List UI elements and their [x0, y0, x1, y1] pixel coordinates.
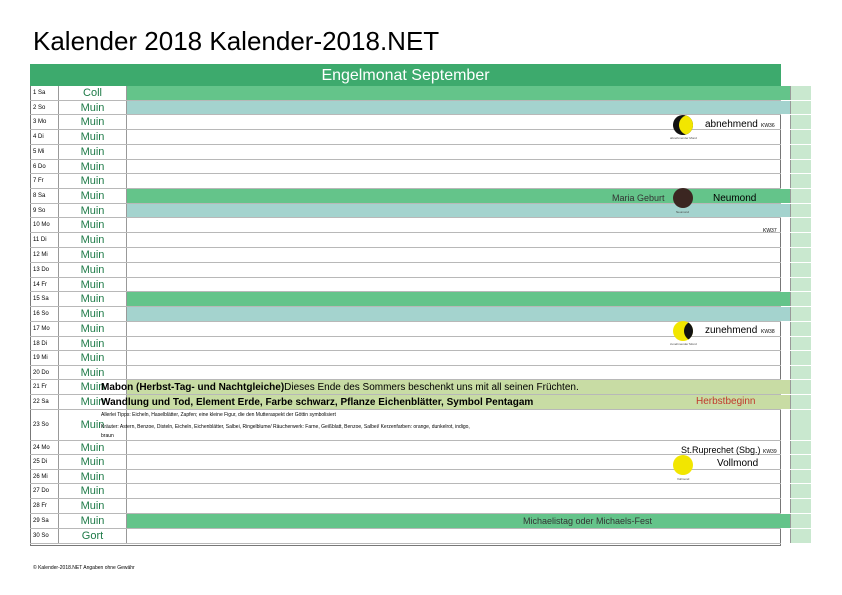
abnehmend-caption: abnehmender Mond: [670, 136, 697, 140]
day-label: 26 Mi: [30, 470, 59, 483]
day-row: [30, 484, 781, 499]
moon-name: Muin: [59, 204, 127, 217]
michaelistag-label: Michaelistag oder Michaels-Fest: [523, 516, 653, 526]
day-band: [127, 101, 790, 114]
moon-name: Muin: [59, 395, 127, 409]
day-label: 24 Mo: [30, 441, 59, 454]
day-row: [30, 351, 781, 366]
day-label: 25 Di: [30, 455, 59, 469]
side-column: [790, 441, 811, 454]
zunehmend-label: zunehmend: [705, 325, 758, 336]
day-row: [30, 441, 781, 455]
day-band: [127, 292, 790, 306]
side-column: [790, 233, 811, 247]
day-row: [30, 115, 781, 130]
day-band: [127, 248, 790, 262]
kw36-label: KW36: [761, 123, 775, 129]
new-moon-icon: [673, 188, 693, 208]
moon-name: Muin: [59, 248, 127, 262]
moon-name: Muin: [59, 174, 127, 188]
footer-copyright: © Kalender-2018.NET Angaben ohne Gewähr: [33, 565, 135, 571]
side-column: [790, 395, 811, 409]
moon-name: Muin: [59, 218, 127, 232]
day-row: [30, 145, 781, 160]
moon-name: Muin: [59, 322, 127, 336]
vollmond-caption: Vollmond: [677, 477, 690, 481]
moon-name: Muin: [59, 189, 127, 203]
day-row: [30, 130, 781, 145]
moon-name: Muin: [59, 484, 127, 498]
moon-name: Muin: [59, 233, 127, 247]
day-row: [30, 204, 781, 218]
day-label: 7 Fr: [30, 174, 59, 188]
day-label: 22 Sa: [30, 395, 59, 409]
day-row: [30, 233, 781, 248]
day-band: [127, 307, 790, 321]
mabon-line-2: Wandlung und Tod, Element Erde, Farbe schwarz, Pflanze Eichenblätter, Symbol Pentagam: [101, 397, 534, 408]
side-column: [790, 263, 811, 277]
day-row: [30, 499, 781, 514]
day-label: 15 Sa: [30, 292, 59, 306]
day-band: [127, 145, 790, 159]
day-row: [30, 292, 781, 307]
side-column: [790, 145, 811, 159]
day-label: 23 So: [30, 410, 59, 440]
side-column: [790, 248, 811, 262]
neumond-caption: Neumond: [676, 210, 690, 214]
abnehmend-label: abnehmend: [705, 119, 758, 130]
day-label: 5 Mi: [30, 145, 59, 159]
side-column: [790, 86, 811, 100]
maria-geburt-label: Maria Geburt: [612, 193, 665, 203]
day-label: 19 Mi: [30, 351, 59, 365]
side-column: [790, 351, 811, 365]
day-band: [127, 86, 790, 100]
day-label: 8 Sa: [30, 189, 59, 203]
side-column: [790, 101, 811, 114]
moon-name: Muin: [59, 455, 127, 469]
moon-name: Muin: [59, 366, 127, 379]
day-label: 2 So: [30, 101, 59, 114]
kw39-label: KW39: [763, 449, 777, 455]
side-column: [790, 410, 811, 440]
day-row: [30, 218, 781, 233]
side-column: [790, 174, 811, 188]
mabon-line-1: [101, 382, 579, 393]
day-label: 14 Fr: [30, 278, 59, 291]
side-column: [790, 115, 811, 129]
moon-name: Muin: [59, 470, 127, 483]
day-label: 6 Do: [30, 160, 59, 173]
day-row: [30, 160, 781, 174]
day-row: [30, 263, 781, 278]
moon-name: Muin: [59, 145, 127, 159]
day-band: [127, 514, 790, 528]
day-label: 18 Di: [30, 337, 59, 350]
moon-name: Muin: [59, 337, 127, 350]
moon-name: Muin: [59, 514, 127, 528]
day-band: [127, 484, 790, 498]
side-column: [790, 160, 811, 173]
side-column: [790, 322, 811, 336]
side-column: [790, 484, 811, 498]
day-label: 16 So: [30, 307, 59, 321]
side-column: [790, 307, 811, 321]
day-row: [30, 514, 781, 529]
neumond-label: Neumond: [713, 193, 757, 204]
kerzenfarben-continued: braun: [101, 433, 114, 439]
side-column: [790, 189, 811, 203]
moon-name: Muin: [59, 115, 127, 129]
day-label: 10 Mo: [30, 218, 59, 232]
full-moon-icon: [673, 455, 693, 475]
day-band: [127, 529, 790, 543]
day-label: 29 Sa: [30, 514, 59, 528]
day-row: [30, 337, 781, 351]
waning-moon-icon: [673, 115, 693, 135]
allerlei-tipps: Allerlei Tipps: Eicheln, Haselblätter, Zapfen; eine kleine Figur, die den Mutteraspekt der Göttin symbolisiert: [101, 412, 336, 418]
day-row: [30, 174, 781, 189]
day-label: 3 Mo: [30, 115, 59, 129]
mabon-description: Dieses Ende des Sommers beschenkt uns mit all seinen Früchten.: [284, 382, 579, 393]
moon-name: Muin: [59, 499, 127, 513]
day-row: [30, 529, 781, 544]
day-row: [30, 307, 781, 322]
side-column: [790, 455, 811, 469]
day-band: [127, 174, 790, 188]
moon-name: Muin: [59, 410, 127, 440]
day-label: 28 Fr: [30, 499, 59, 513]
day-band: [127, 366, 790, 379]
moon-name: Muin: [59, 380, 127, 394]
herbstbeginn-label: Herbstbeginn: [696, 396, 756, 407]
side-column: [790, 470, 811, 483]
kraeuter-text: Kräuter: Astern, Benzoe, Disteln, Eicheln, Eichenblätter, Salbei, Ringelblume/ Räucherwerk: Farne, Geißblatt, Benzoe, Salbei/ Kerzenfarben: orange, dunkelrot, indigo,: [101, 424, 470, 430]
zunehmend-caption: zunehmender Mond: [670, 342, 697, 346]
side-column: [790, 204, 811, 217]
day-row: [30, 322, 781, 337]
day-label: 20 Do: [30, 366, 59, 379]
moon-name: Muin: [59, 441, 127, 454]
side-column: [790, 292, 811, 306]
side-column: [790, 337, 811, 350]
day-band: [127, 233, 790, 247]
moon-name: Muin: [59, 351, 127, 365]
day-row: [30, 189, 781, 204]
day-band: [127, 499, 790, 513]
side-column: [790, 380, 811, 394]
side-column: [790, 278, 811, 291]
day-band: [127, 278, 790, 291]
mabon-title: Mabon (Herbst-Tag- und Nachtgleiche): [101, 382, 285, 393]
moon-name: Muin: [59, 130, 127, 144]
day-row: [30, 248, 781, 263]
day-band: [127, 218, 790, 232]
side-column: [790, 529, 811, 543]
vollmond-label: Vollmond: [717, 458, 759, 469]
day-label: 21 Fr: [30, 380, 59, 394]
day-label: 13 Do: [30, 263, 59, 277]
moon-name: Muin: [59, 292, 127, 306]
side-column: [790, 130, 811, 144]
day-row: [30, 86, 781, 101]
st-ruprecht-label: St.Ruprechet (Sbg.): [681, 445, 761, 455]
day-label: 11 Di: [30, 233, 59, 247]
moon-name: Gort: [59, 529, 127, 543]
side-column: [790, 514, 811, 528]
moon-name: Muin: [59, 278, 127, 291]
day-row: [30, 278, 781, 292]
waxing-moon-icon: [673, 321, 693, 341]
day-label: 12 Mi: [30, 248, 59, 262]
kw37-label: KW37: [763, 228, 777, 234]
day-label: 30 So: [30, 529, 59, 543]
day-row: [30, 101, 781, 115]
side-column: [790, 366, 811, 379]
side-column: [790, 499, 811, 513]
side-column: [790, 218, 811, 232]
day-label: 27 Do: [30, 484, 59, 498]
day-band: [127, 470, 790, 483]
moon-name: Muin: [59, 101, 127, 114]
day-label: 4 Di: [30, 130, 59, 144]
day-band: [127, 351, 790, 365]
moon-name: Coll: [59, 86, 127, 100]
moon-name: Muin: [59, 263, 127, 277]
kw38-label: KW38: [761, 329, 775, 335]
day-row: [30, 455, 781, 470]
moon-name: Muin: [59, 160, 127, 173]
day-band: [127, 263, 790, 277]
day-label: 1 Sa: [30, 86, 59, 100]
month-title: Engelmonat September: [321, 67, 490, 84]
day-row: [30, 470, 781, 484]
moon-name: Muin: [59, 307, 127, 321]
day-band: [127, 204, 790, 217]
page-title: Kalender 2018 Kalender-2018.NET: [33, 26, 440, 56]
day-label: 9 So: [30, 204, 59, 217]
day-label: 17 Mo: [30, 322, 59, 336]
day-band: [127, 160, 790, 173]
day-row: [30, 366, 781, 380]
